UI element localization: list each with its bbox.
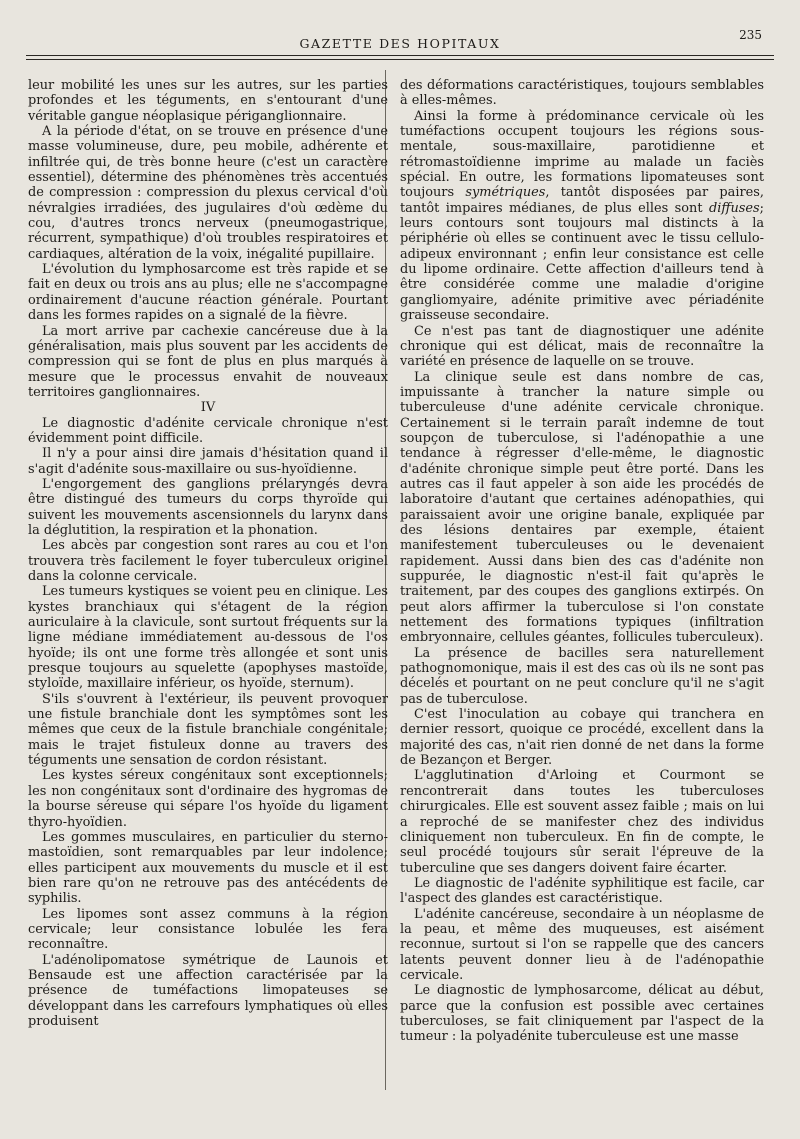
paragraph: S'ils s'ouvrent à l'extérieur, ils peuvent provoquer une fistule branchiale dont les symptômes sont les mêmes que ceux de la fistule branchiale congénitale; mais le trajet fistuleux donne au travers des téguments une sensation de cordon résistant. [28, 691, 388, 769]
paragraph: des déformations caractéristiques, toujours semblables à elles-mêmes. [400, 78, 764, 109]
paragraph: Le diagnostic d'adénite cervicale chronique n'est évidemment point difficile. [28, 415, 388, 446]
running-title: GAZETTE DES HOPITAUX [299, 36, 501, 51]
page-header [26, 28, 774, 64]
header-rule-double [26, 59, 774, 60]
paragraph: Ce n'est pas tant de diagnostiquer une adénite chronique qui est délicat, mais de reconnaître la variété en présence de laquelle on se trouve. [400, 323, 764, 370]
paragraph: C'est l'inoculation au cobaye qui tranchera en dernier ressort, quoique ce procédé, excellent dans la majorité des cas, n'ait rien donné de net dans la forme de Bezançon et Berger. [400, 707, 764, 769]
paragraph: Il n'y a pour ainsi dire jamais d'hésitation quand il s'agit d'adénite sous-maxillaire ou sus-hyoïdienne. [28, 446, 388, 477]
paragraph: L'engorgement des ganglions prélaryngés devra être distingué des tumeurs du corps thyroïde qui suivent les mouvements ascensionnels du larynx dans la déglutition, la respiration et la phonation. [28, 476, 388, 538]
paragraph: L'agglutination d'Arloing et Courmont se rencontrerait dans toutes les tuberculoses chirurgicales. Elle est souvent assez faible ; mais on lui a reproché de se manifester chez des individus cliniquement non tuberculeux. En fin de compte, le seul procédé toujours sûr serait l'épreuve de la tuberculine que ses dangers doivent faire écarter. [400, 768, 764, 876]
paragraph: Les tumeurs kystiques se voient peu en clinique. Les kystes branchiaux qui s'étagent de la région auriculaire à la clavicule, sont surtout fréquents sur la ligne médiane immédiatement au-dessous de l'os hyoïde; ils ont une forme très allongée et sont unis presque toujours au squelette (apophyses mastoïde, styloïde, maxillaire inférieur, os hyoïde, sternum). [28, 584, 388, 692]
paragraph: L'adénolipomatose symétrique de Launois et Bensaude est une affection caractérisée par la présence de tuméfactions limopateuses se développant dans les carrefours lymphatiques où elles produisent [28, 952, 388, 1029]
left-column [28, 78, 388, 1118]
italic-term: symétriques [465, 185, 546, 201]
paragraph-text: ; leurs contours sont toujours mal distincts à la périphérie où elles se continuent avec le tissu cellulo-adipeux environnant ; enfin leur consistance est celle du lipome ordinaire. Cette affection d'ailleurs tend à être considérée comme une maladie d'origine gangliomyaire, adénite primitive avec périadénite graisseuse secondaire. [400, 200, 764, 324]
paragraph: A la période d'état, on se trouve en présence d'une masse volumineuse, dure, peu mobile, adhérente et infiltrée qui, de très bonne heure (c'est un caractère essentiel), détermine des phénomènes très accentués de compression : compression du plexus cervical d'où névralgies irradiées, des jugulaires d'où œdème du cou, d'autres troncs nerveux (pneumogastrique, récurrent, sympathique) d'où troubles respiratoires et cardiaques, altération de la voix, inégalité pupillaire. [28, 124, 388, 262]
paragraph: Le diagnostic de lymphosarcome, délicat au début, parce que la confusion est possible avec certaines tuberculoses, se fait cliniquement par l'aspect de la tumeur : la polyadénite tuberculeuse est une masse [400, 983, 764, 1045]
paragraph: Les gommes musculaires, en particulier du sterno-mastoïdien, sont remarquables par leur indolence; elles participent aux mouvements du muscle et il est bien rare qu'on ne retrouve pas des antécédents de syphilis. [28, 829, 388, 907]
section-heading: IV [200, 400, 216, 416]
paragraph: leur mobilité les unes sur les autres, sur les parties profondes et les téguments, en s'entourant d'une véritable gangue néoplasique périganglionnaire. [28, 78, 388, 124]
italic-term: diffuses [708, 200, 760, 216]
right-column [400, 78, 764, 1118]
paragraph: La présence de bacilles sera naturellement pathognomonique, mais il est des cas où ils ne sont pas décelés et pourtant on ne peut conclure qu'il ne s'agit pas de tuberculose. [400, 645, 764, 707]
paragraph: Les kystes séreux congénitaux sont exceptionnels; les non congénitaux sont d'ordinaire des hygromas de la bourse séreuse qui sépare l'os hyoïde du ligament thyro-hyoïdien. [28, 768, 388, 830]
paragraph: La mort arrive par cachexie cancéreuse due à la généralisation, mais plus souvent par les accidents de compression qui se font de plus en plus marqués à mesure que le processus envahit de nouveaux territoires ganglionnaires. [28, 323, 388, 400]
paragraph: Le diagnostic de l'adénite syphilitique est facile, car l'aspect des glandes est caractéristique. [400, 875, 764, 907]
paragraph: Les lipomes sont assez communs à la région cervicale; leur consistance lobulée les fera reconnaître. [28, 906, 388, 953]
paragraph: La clinique seule est dans nombre de cas, impuissante à trancher la nature simple ou tuberculeuse d'une adénite cervicale chronique. Certainement si le terrain paraît indemne de tout soupçon de tuberculose, si l'adénopathie a une tendance à régresser d'elle-même, le diagnostic d'adénite chronique simple peut être porté. Dans les autres cas il faut appeler à son aide les procédés de laboratoire d'autant que certaines adénopathies, qui paraissaient avoir une origine banale, expliquée par des lésions dentaires par exemple, étaient manifestement tuberculeuses ou le devenaient rapidement. Aussi dans bien des cas d'adénite non suppurée, le diagnostic n'est-il fait qu'après le traitement, par des coupes des ganglions extirpés. On peut alors affirmer la tuberculose si l'on constate nettement des formations typiques (infiltration embryonnaire, cellules géantes, follicules tuberculeux). [400, 369, 764, 646]
paragraph-text: Ainsi la forme à prédominance cervicale où les tuméfactions occupent toujours les régions sous-mentale, sous-maxillaire, parotidienne et rétromastoïdienne imprime au malade un faciès spécial. En outre, les formations lipomateuses sont toujours [400, 108, 764, 201]
page-number: 235 [739, 28, 762, 42]
header-rule [26, 55, 774, 56]
paragraph-text: , tantôt disposées par paires, tantôt impaires médianes, de plus elles sont [400, 185, 764, 216]
paragraph: Les abcès par congestion sont rares au cou et l'on trouvera très facilement le foyer tuberculeux originel dans la colonne cervicale. [28, 538, 388, 584]
paragraph: L'adénite cancéreuse, secondaire à un néoplasme de la peau, et même des muqueuses, est aisément reconnue, surtout si l'on se rappelle que des cancers latents peuvent donner lieu à de l'adénopathie cervicale. [400, 906, 764, 983]
paragraph [400, 109, 764, 324]
paragraph: L'évolution du lymphosarcome est très rapide et se fait en deux ou trois ans au plus; elle ne s'accompagne ordinairement d'aucune réaction générale. Pourtant dans les formes rapides on a signalé de la fièvre. [28, 262, 388, 324]
